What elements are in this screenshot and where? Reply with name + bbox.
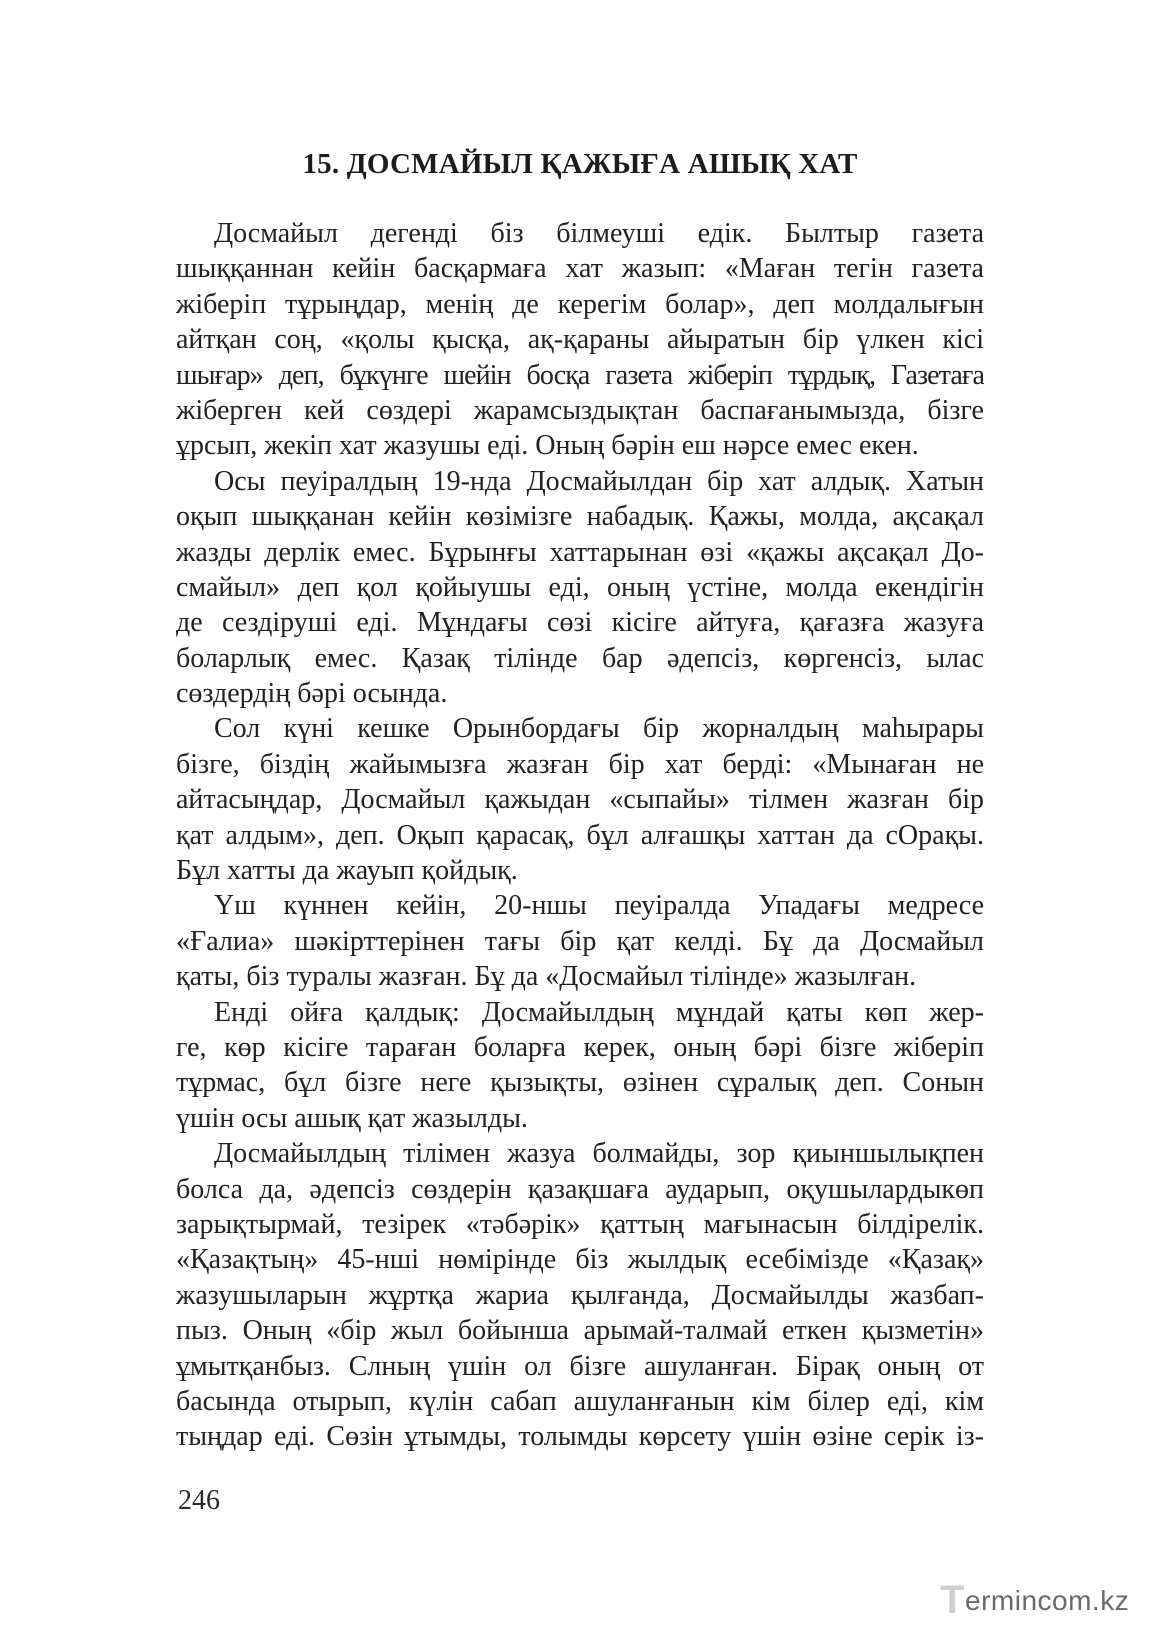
paragraph <box>176 1136 984 1455</box>
text-line: жіберіп тұрыңдар, менің де керегім болар», деп молдалығын <box>176 288 984 320</box>
text-line: тұрмас, бұл бізге неге қызықты, өзінен сұралық деп. Сонын <box>176 1067 984 1099</box>
text-line: қат алдым», деп. Оқып қарасақ, бұл алғашқы хаттан да сОрақы. <box>176 819 984 851</box>
text-line: шығар» деп, бұкүнге шейін босқа газета жіберіп тұрдық, Газетаға <box>176 359 984 391</box>
text-line: ұрсып, жекіп хат жазушы еді. Оның бәрін еш нәрсе емес екен. <box>176 430 919 462</box>
text-line: жазушыларын жұртқа жариа қылғанда, Досмайылды жазбап- <box>176 1279 984 1311</box>
text-line: «Ғалиа» шәкірттерінен тағы бір қат келді. Бұ да Досмайыл <box>176 925 984 957</box>
watermark-tail: m.kz <box>1068 1585 1130 1616</box>
text-line: зарықтырмай, тезірек «тәбәрік» қаттың мағынасын білдірелік. <box>176 1208 984 1240</box>
watermark-magnifier-o: o <box>1052 1585 1069 1616</box>
watermark-text <box>965 1584 1129 1618</box>
watermark-middle: erminc <box>965 1585 1053 1616</box>
text-line: Досмайылдың тілімен жазуа болмайды, зор қиыншылықпен <box>214 1138 984 1170</box>
text-line: тыңдар еді. Сөзін ұтымды, толымды көрсету үшін өзіне серік із- <box>176 1421 984 1453</box>
paragraph <box>176 216 984 464</box>
text-line: Сол күні кешке Орынбордағы бір жорналдың маһырары <box>214 713 984 745</box>
text-line: үшін осы ашық қат жазылды. <box>176 1102 528 1134</box>
page-number: 246 <box>178 1485 220 1516</box>
text-line: Үш күннен кейін, 20-ншы пеуіралда Упадағы медресе <box>214 890 984 922</box>
text-line: пыз. Оның «бір жыл бойынша арымай-талмай еткен қызметін» <box>176 1315 984 1347</box>
text-line: Бұл хатты да жауып қойдық. <box>176 855 518 887</box>
text-line: болса да, әдепсіз сөздерін қазақшаға аударып, оқушылардыкөп <box>176 1173 984 1205</box>
text-line: жіберген кей сөздері жарамсыздықтан баспағанымызда, бізге <box>176 394 984 426</box>
paragraph <box>176 464 984 712</box>
body-text <box>176 216 984 1455</box>
text-line: оқып шыққанан кейін көзімізге набадық. Қажы, молда, ақсақал <box>176 501 984 533</box>
text-line: айтасыңдар, Досмайыл қажыдан «сыпайы» тілмен жазған бір <box>176 784 984 816</box>
text-line: ұмытқанбыз. Слның үшін ол бізге ашуланған. Бірақ оның от <box>176 1350 984 1382</box>
text-line: жазды дерлік емес. Бұрынғы хаттарынан өзі «қажы ақсақал До- <box>176 536 984 568</box>
text-line: Осы пеуіралдың 19-нда Досмайылдан бір хат алдық. Хатын <box>214 465 984 497</box>
text-line: басында отырып, күлін сабап ашуланғанын кім білер еді, кім <box>176 1385 984 1417</box>
chapter-title: 15. ДОСМАЙЫЛ ҚАЖЫҒА АШЫҚ ХАТ <box>302 148 858 180</box>
text-line: Досмайыл дегенді біз білмеуші едік. Былтыр газета <box>214 218 984 249</box>
text-line: шыққаннан кейін басқармаға хат жазып: «Маған тегін газета <box>176 253 984 285</box>
site-watermark-logo <box>940 1578 1150 1622</box>
text-line: де сездіруші еді. Мұндағы сөзі кісіге айтуға, қағазға жазуға <box>176 607 984 639</box>
text-line: ге, көр кісіге тараған боларға керек, оның бәрі бізге жіберіп <box>176 1031 984 1063</box>
paragraph <box>176 711 984 888</box>
text-line: Енді ойға қалдық: Досмайылдың мұндай қаты көп жер- <box>214 996 984 1028</box>
watermark-initial: T <box>940 1578 965 1622</box>
text-line: смайыл» деп қол қойыушы еді, оның үстіне, молда екендігін <box>176 571 984 603</box>
text-line: айтқан соң, «қолы қысқа, ақ-қараны айыратын бір үлкен кісі <box>176 324 984 356</box>
paragraph <box>176 888 984 994</box>
paragraph <box>176 995 984 1137</box>
text-line: қаты, біз туралы жазған. Бұ да «Досмайыл тілінде» жазылған. <box>176 961 917 993</box>
text-line: «Қазақтың» 45-нші нөмірінде біз жылдық есебімізде «Қазақ» <box>176 1244 984 1276</box>
text-line: бізге, біздің жайымызға жазған бір хат берді: «Мынаған не <box>176 748 984 780</box>
text-line: сөздердің бәрі осында. <box>176 678 448 710</box>
text-line: боларлық емес. Қазақ тілінде бар әдепсіз, көргенсіз, ылас <box>176 642 984 674</box>
